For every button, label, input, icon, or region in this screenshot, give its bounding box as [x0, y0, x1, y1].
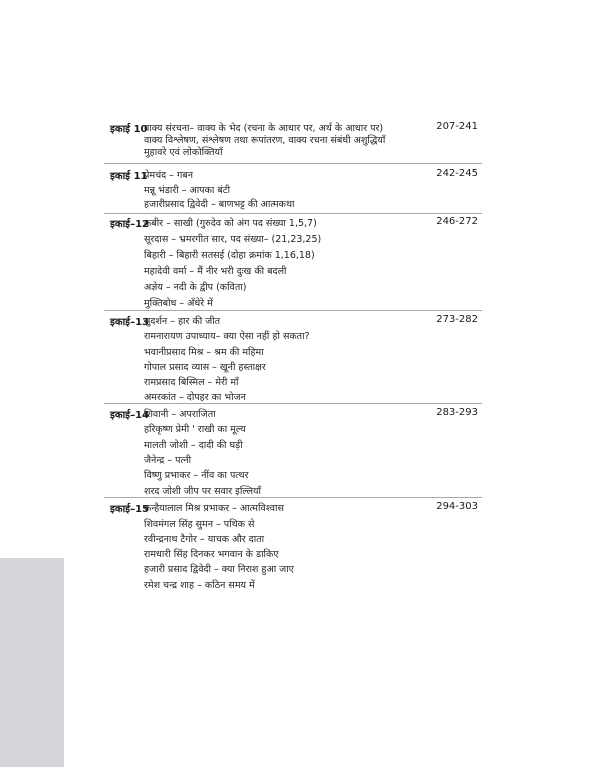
toc-line: मालती जोशी – दादी की घड़ी [144, 440, 243, 451]
toc-line: रामनारायण उपाध्याय– क्या ऐसा नहीं हो सकता? [144, 331, 310, 342]
toc-line: अज्ञेय – नदी के द्वीप (कविता) [144, 282, 247, 293]
toc-line: मन्नू भंडारी – आपका बंटी [144, 185, 231, 196]
toc-line: रामप्रसाद बिस्मिल – मेरी माँ [144, 377, 239, 388]
toc-line: रामधारी सिंह दिनकर भगवान के डाकिए [144, 549, 279, 560]
toc-line: बिहारी – बिहारी सतसई (दोहा क्रमांक 1,16,18) [144, 250, 315, 261]
toc-line: कबीर – साखी (गुरुदेव को अंग पद संख्या 1,5,7) [144, 218, 317, 229]
toc-line: विष्णु प्रभाकर – नींव का पत्थर [144, 470, 249, 481]
toc-line: वाक्य विश्लेषण, संश्लेषण तथा रूपांतरण, वाक्य रचना संबंधी अशुद्धियाँ [144, 135, 386, 146]
divider [104, 403, 482, 404]
unit-label: इकाई 10 [110, 124, 148, 135]
page-range: 242-245 [436, 168, 478, 179]
toc-line: रमेश चन्द्र शाह – कठिन समय में [144, 580, 255, 591]
unit-label: इकाई–14 [110, 410, 150, 421]
toc-line: मुहावरे एवं लोकोक्तियाँ [144, 147, 223, 158]
divider [104, 163, 482, 164]
toc-line: गोपाल प्रसाद व्यास – खूनी हस्ताक्षर [144, 362, 266, 373]
divider [104, 497, 482, 498]
page-range: 294-303 [436, 501, 478, 512]
divider [104, 213, 482, 214]
toc-line: हजारीप्रसाद द्विवेदी – बाणभट्ट की आत्मकथा [144, 199, 295, 210]
toc-line: भवानीप्रसाद मिश्र – श्रम की महिमा [144, 347, 264, 358]
toc-line: सूरदास – भ्रमरगीत सार, पद संख्या– (21,23,25) [144, 234, 322, 245]
page-range: 246-272 [436, 216, 478, 227]
toc-line: हजारी प्रसाद द्विवेदी – क्या निराश हुआ जाए [144, 564, 294, 575]
unit-label: इकाई 11 [110, 171, 148, 182]
page-range: 207-241 [436, 121, 478, 132]
page-range: 273-282 [436, 314, 478, 325]
toc-line: अमरकांत – दोपहर का भोजन [144, 392, 246, 403]
toc-line: रवीन्द्रनाथ टैगोर – याचक और दाता [144, 534, 265, 545]
unit-label: इकाई–13 [110, 317, 150, 328]
toc-line: सुदर्शन – हार की जीत [144, 316, 221, 327]
toc-line: जैनेन्द्र – पत्नी [144, 455, 192, 466]
toc-line: मुक्तिबोध – अँधेरे में [144, 298, 213, 309]
toc-line: महादेवी वर्मा – मैं नीर भरी दुःख की बदली [144, 266, 287, 277]
toc-line: कन्हैयालाल मिश्र प्रभाकर – आत्मविश्वास [144, 503, 284, 514]
page-range: 283-293 [436, 407, 478, 418]
toc-line: हरिकृष्ण प्रेमी ' राखी का मूल्य [144, 424, 246, 435]
toc-line: प्रेमचंद – गबन [144, 170, 193, 181]
unit-label: इकाई–15 [110, 504, 150, 515]
divider [104, 310, 482, 311]
toc-line: शिवमंगल सिंह सुमन – पथिक से [144, 519, 255, 530]
toc-line: शिवानी – अपराजिता [144, 409, 216, 420]
margin-gray-block [0, 558, 64, 767]
unit-label: इकाई–12 [110, 219, 150, 230]
toc-line: शरद जोशी जीप पर सवार इल्लियाँ [144, 486, 261, 497]
toc-line: वाक्य संरचना– वाक्य के भेद (रचना के आधार पर, अर्थ के आधार पर) [144, 123, 384, 134]
